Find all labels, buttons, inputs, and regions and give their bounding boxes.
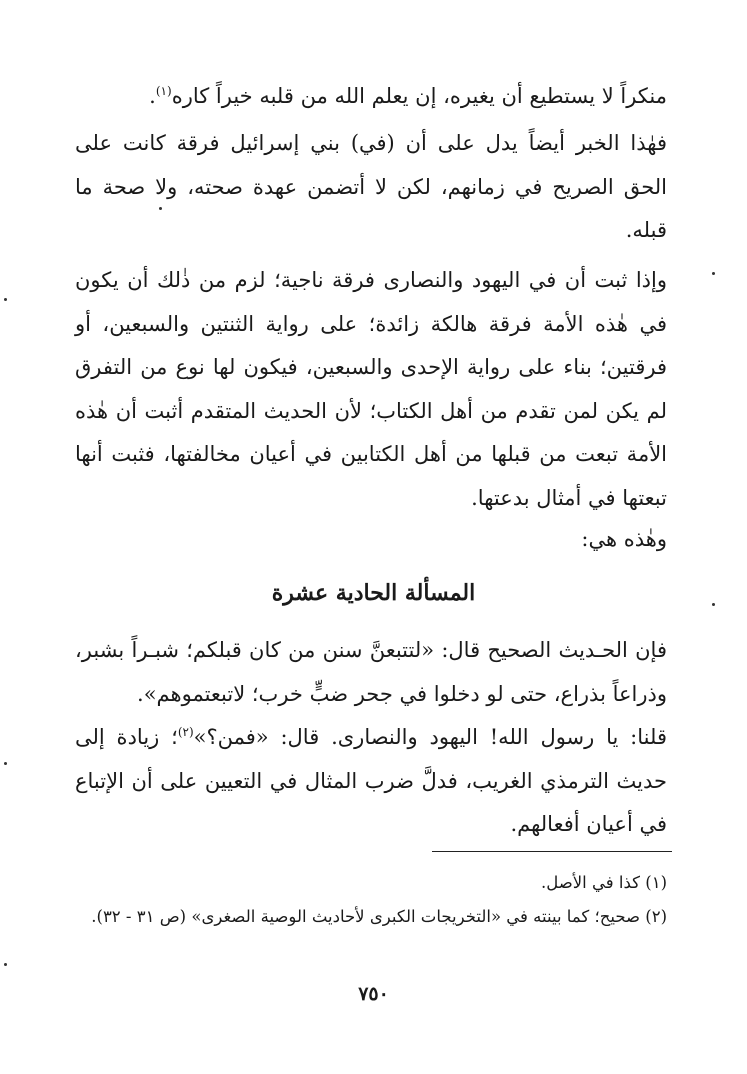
footnote-ref-1: (١) [155,84,172,98]
footnote-2: (٢) صحيح؛ كما بينته في «التخريجات الكبرى لأحاديث الوصية الصغرى» (ص ٣١ - ٣٢). [91,907,667,926]
paragraph-3: وإذا ثبت أن في اليهود والنصارى فرقة ناجية؛ لزم من ذٰلك أن يكون في هٰذه الأمة فرقة هالكة زائدة؛ على رواية الثنتين والسبعين، أو فرقتين؛ بناء على رواية الإحدى والسبعين، فيكون لها نوع من التفرق لم يكن لمن تقدم من أهل الكتاب؛ لأن الحديث المتقدم أثبت أن هٰذه الأمة تبعت من قبلها من أهل الكتابين في أعيان مخالفتها، فثبت أنها تبعتها في أمثال بدعتها. [75,268,667,510]
paragraph-5: فإن الحـديث الصحيح قال: «لتتبعنَّ سنن من كان قبلكم؛ شبـراً بشبر، وذراعاً بذراع، حتى لو دخلوا في جحر ضبٍّ خرب؛ لاتبعتموهم». [75,638,667,706]
paragraph-6-text-a: قلنا: يا رسول الله! اليهود والنصارى. قال: «فمن؟» [193,725,667,749]
scan-speck [159,207,162,210]
scan-speck [4,298,7,301]
scan-speck [712,603,715,606]
paragraph-1 [75,75,667,119]
scan-speck [4,762,7,765]
page-number: ٧٥٠ [358,983,389,1005]
paragraph-6 [75,716,667,847]
paragraph-1-text: منكراً لا يستطيع أن يغيره، إن يعلم الله من قلبه خيراً كاره [171,84,667,108]
paragraph-6-text-b: ؛ زيادة إلى حديث الترمذي الغريب، فدلَّ ضرب المثال في التعيين على أن الإتباع في أعيان أفعالهم. [75,725,667,836]
footnote-separator [432,851,672,852]
scan-speck [4,963,7,966]
paragraph-1-end: . [149,84,156,108]
paragraph-4: وهٰذه هي: [581,527,667,551]
section-heading: المسألة الحادية عشرة [271,580,476,606]
footnote-1: (١) كذا في الأصل. [541,873,667,892]
scan-speck [712,272,715,275]
paragraph-2: فهٰذا الخبر أيضاً يدل على أن (في) بني إسرائيل فرقة كانت على الحق الصريح في زمانهم، لكن لا أتضمن عهدة صحته، ولا صحة ما قبله. [75,131,667,242]
footnote-ref-2: (٢) [177,725,194,739]
